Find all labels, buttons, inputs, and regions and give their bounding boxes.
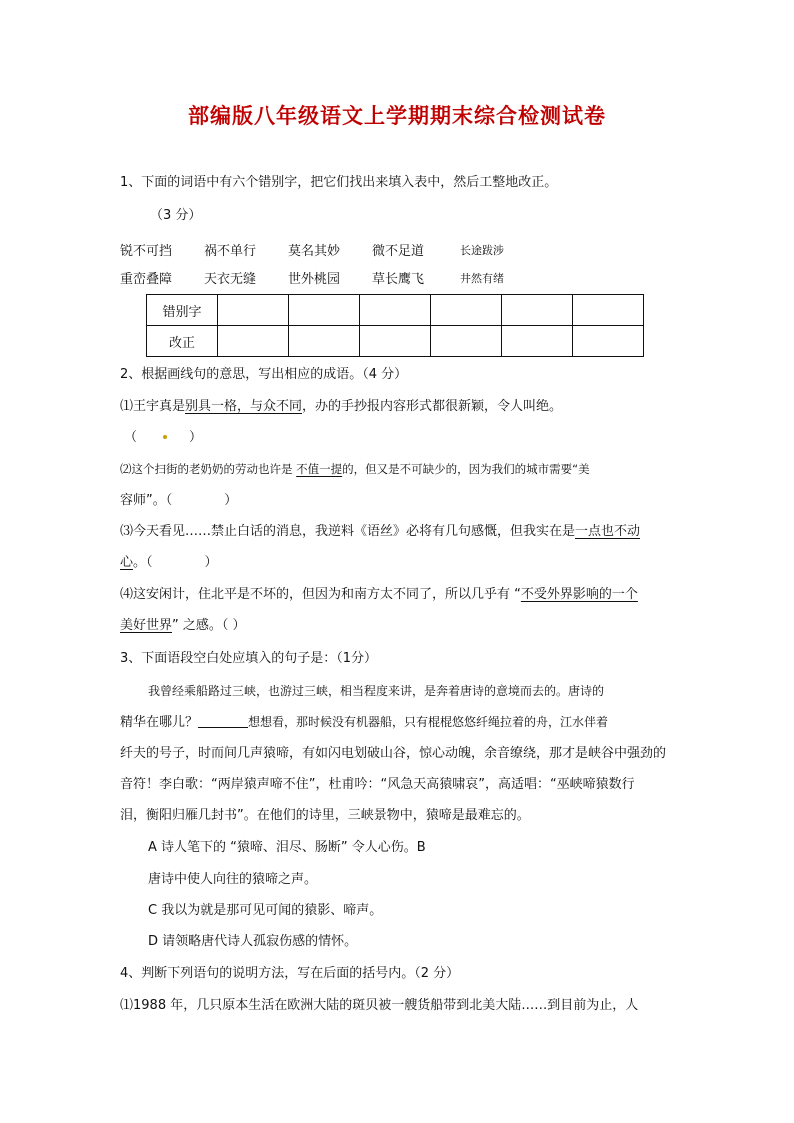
text: 。（ ） — [133, 555, 218, 570]
q1-word: 天衣无缝 — [204, 272, 257, 287]
q1-word: 井然有绪 — [460, 272, 504, 285]
q3-passage-line: 纤夫的号子，时而间几声猿啼，有如闪电划破山谷，惊心动魄，余音缭绕，那才是峡谷中强劲的 — [120, 746, 667, 761]
q1-word: 莫名其妙 — [288, 244, 341, 259]
answer-cell[interactable] — [289, 326, 360, 357]
table-label-wrong: 错别字 — [147, 295, 218, 326]
q4-sentence-1: ⑴1988 年，几只原本生活在欧洲大陆的斑贝被一艘货船带到北美大陆……到目前为止，人 — [120, 998, 639, 1013]
answer-cell[interactable] — [573, 326, 644, 357]
q3-option-d: D 请领略唐代诗人孤寂伤感的情怀。 — [148, 934, 358, 949]
q3-option-a: A 诗人笔下的 “猿啼、泪尽、肠断” 令人心伤。B — [148, 840, 426, 855]
answer-cell[interactable] — [360, 295, 431, 326]
text: ⑷这安闲计，住北平是不坏的，但因为和南方太不同了，所以几乎有 “ — [120, 587, 521, 602]
q3-passage-line: 泪，衡阳归雁几封书”。在他们的诗里，三峡景物中，猿啼是最难忘的。 — [120, 808, 530, 823]
q3-passage-line: 我曾经乘船路过三峡，也游过三峡，相当程度来讲，是奔着唐诗的意境而去的。唐诗的 — [148, 684, 605, 698]
answer-cell[interactable] — [431, 295, 502, 326]
page-title: 部编版八年级语文上学期期末综合检测试卷 — [188, 104, 606, 128]
text: 的，但又是不可缺少的，因为我们的城市需要“美 — [342, 462, 590, 476]
paren-open: （ — [124, 430, 138, 445]
underlined-phrase: 一点也不动 — [575, 524, 641, 539]
q1-word: 微不足道 — [372, 244, 425, 259]
fill-blank[interactable] — [198, 715, 248, 728]
q4-prompt: 4、判断下列语句的说明方法，写在后面的括号内。（2 分） — [120, 966, 460, 981]
answer-cell[interactable] — [360, 326, 431, 357]
text: ，办的手抄报内容形式都很新颖，令人叫绝。 — [302, 399, 563, 414]
answer-cell[interactable] — [289, 295, 360, 326]
q2-prompt: 2、根据画线句的意思，写出相应的成语。（4 分） — [120, 367, 408, 382]
q2-answer-1[interactable] — [124, 430, 202, 446]
underlined-phrase: 不值一提 — [296, 462, 343, 476]
q2-sentence-1 — [120, 399, 562, 415]
text: ” 之感。（ ） — [172, 618, 246, 633]
paren-close: ） — [189, 430, 203, 445]
q2-sentence-3 — [120, 524, 640, 540]
answer-cell[interactable] — [218, 326, 289, 357]
underlined-phrase: 美好世界 — [120, 618, 173, 633]
q3-prompt: 3、下面语段空白处应填入的句子是：（1分） — [120, 651, 378, 666]
q1-word: 锐不可挡 — [120, 244, 173, 259]
table-row — [147, 326, 644, 357]
answer-cell[interactable] — [218, 295, 289, 326]
q2-sentence-3-cont — [120, 555, 218, 571]
underlined-phrase: 不受外界影响的一个 — [520, 587, 638, 602]
text: ⑵这个扫街的老奶奶的劳动也许是 — [120, 462, 297, 476]
q2-sentence-4 — [120, 587, 638, 603]
q2-sentence-2-cont: 容师”。（ ） — [120, 493, 238, 508]
q1-word: 祸不单行 — [204, 244, 257, 259]
q1-word: 世外桃园 — [288, 272, 341, 287]
answer-cell[interactable] — [502, 326, 573, 357]
q1-word: 草长鹰飞 — [372, 272, 425, 287]
q3-passage-line: 音符！李白歌：“两岸猿声啼不住”，杜甫吟：“风急天高猿啸哀”，高适唱：“巫峡啼猿数行 — [120, 777, 635, 792]
dot-mark — [163, 435, 167, 439]
text: ⑶今天看见……禁止白话的消息，我逆料《语丝》必将有几句感慨，但我实在是 — [120, 524, 576, 539]
q3-option-b: 唐诗中使人向往的猿啼之声。 — [148, 872, 318, 887]
answer-cell[interactable] — [431, 326, 502, 357]
q1-word: 重峦叠障 — [120, 272, 173, 287]
underlined-phrase: 心 — [120, 555, 134, 570]
answer-table — [146, 294, 644, 357]
q2-sentence-4-cont — [120, 618, 246, 634]
text: 精华在哪儿？ — [120, 715, 199, 730]
q1-word: 长途跋涉 — [460, 244, 504, 257]
q1-score: （3 分） — [150, 208, 202, 223]
underlined-phrase: 别具一格，与众不同 — [185, 399, 303, 414]
table-label-fix: 改正 — [147, 326, 218, 357]
q3-option-c: C 我以为就是那可见可闻的猿影、啼声。 — [148, 903, 383, 918]
q1-prompt: 1、下面的词语中有六个错别字，把它们找出来填入表中，然后工整地改正。 — [120, 175, 558, 190]
text: 想想看，那时候没有机器船，只有棍棍悠悠纤绳拉着的舟，江水伴着 — [248, 715, 609, 729]
q2-sentence-2 — [120, 461, 590, 477]
answer-cell[interactable] — [502, 295, 573, 326]
table-row — [147, 295, 644, 326]
q3-passage-line — [120, 714, 608, 731]
answer-cell[interactable] — [573, 295, 644, 326]
text: ⑴王宇真是 — [120, 399, 186, 414]
